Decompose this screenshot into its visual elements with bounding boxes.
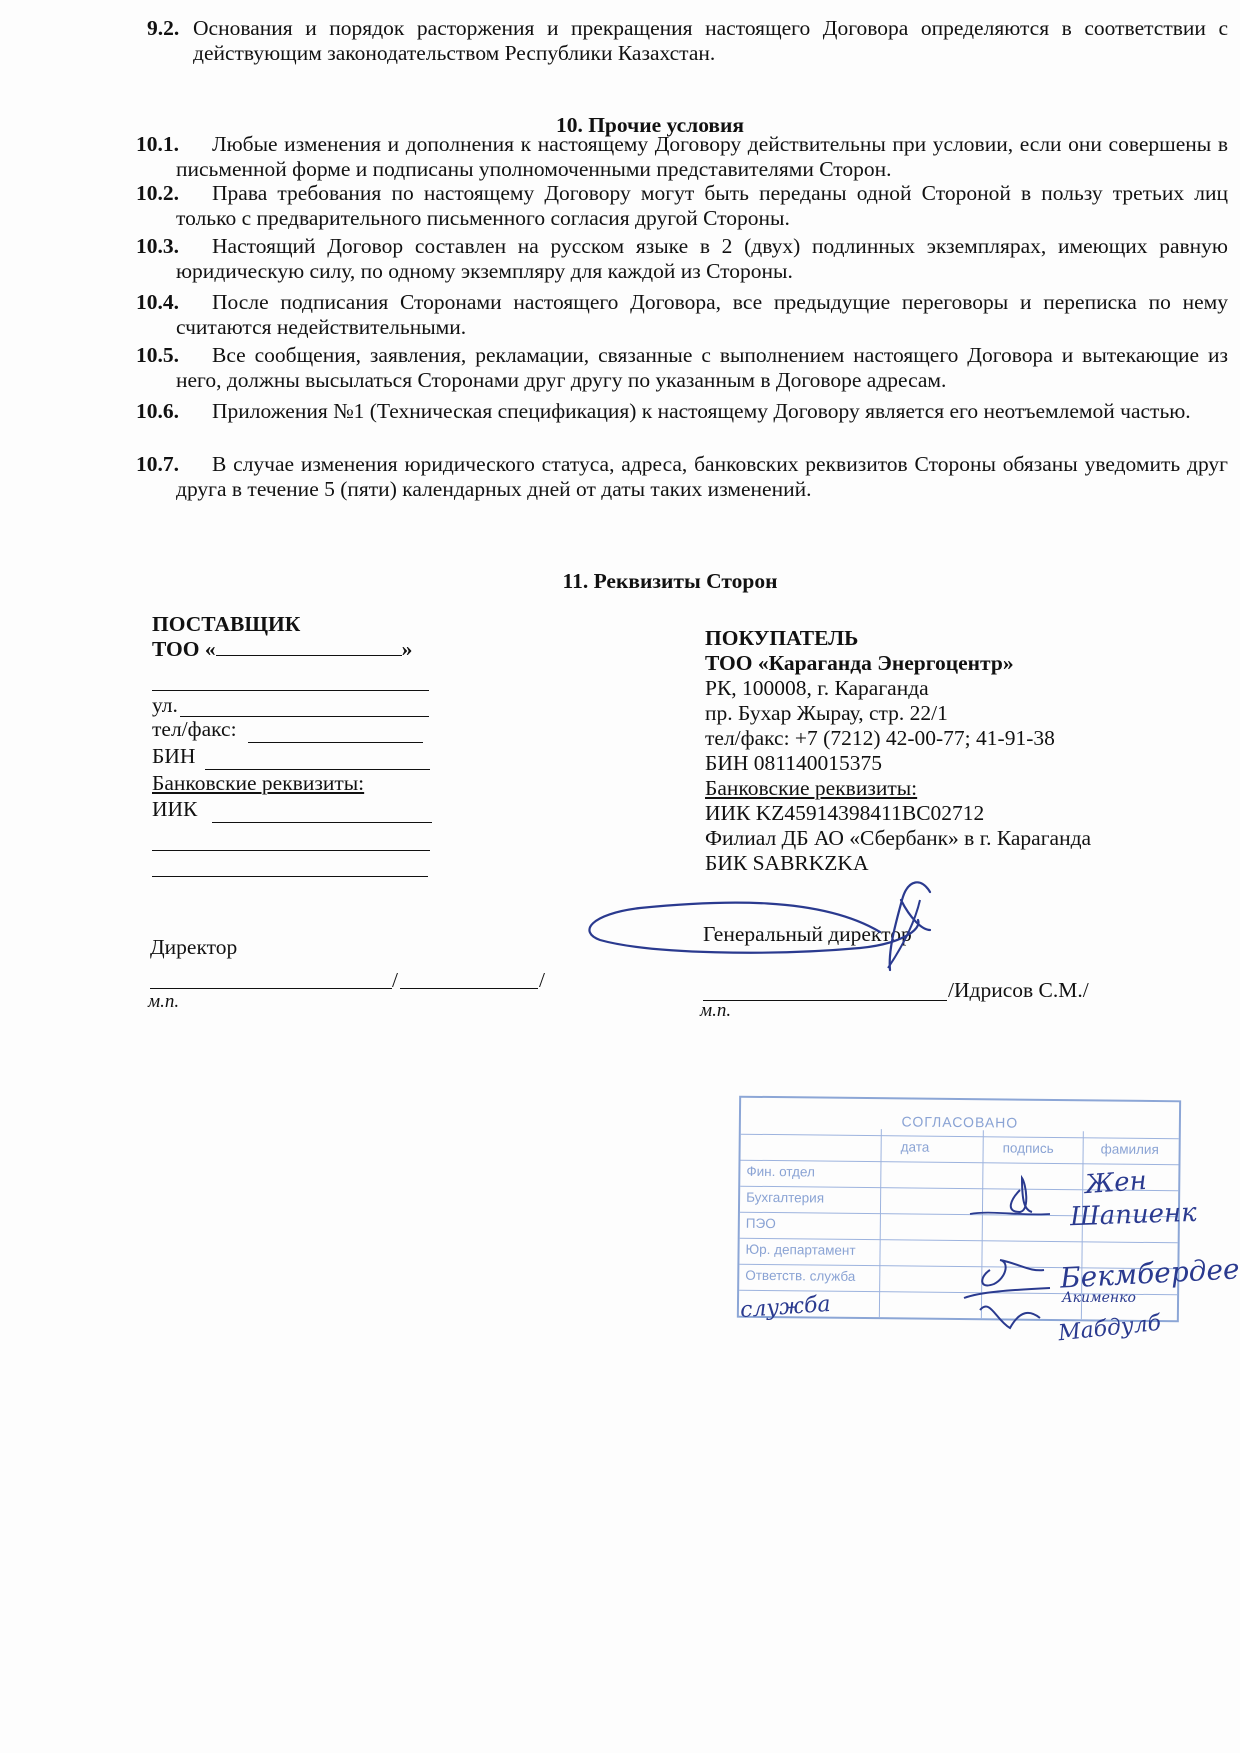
stamp-col-sign: подпись bbox=[1002, 1140, 1054, 1156]
handwritten-name: Акименко bbox=[1062, 1290, 1136, 1306]
clause-10-6 bbox=[136, 399, 1228, 424]
clause-text: После подписания Сторонами настоящего Договора, все предыдущие переговоры и переписка по нему считаются недействительными. bbox=[176, 290, 1228, 339]
buyer-director-label: Генеральный директор bbox=[703, 922, 912, 946]
stamp-vline-1 bbox=[879, 1129, 882, 1317]
clause-number: 10.5. bbox=[136, 343, 179, 367]
supplier-sign-sep-end: / bbox=[539, 968, 545, 992]
buyer-heading: ПОКУПАТЕЛЬ bbox=[705, 626, 859, 650]
clause-number: 10.6. bbox=[136, 399, 179, 423]
buyer-bin: БИН 081140015375 bbox=[705, 751, 882, 775]
buyer-block bbox=[705, 626, 1225, 876]
clause-10-3 bbox=[136, 234, 1228, 284]
supplier-org bbox=[152, 637, 452, 662]
handwritten-name: Жен bbox=[1084, 1165, 1148, 1201]
handwritten-name: служба bbox=[739, 1291, 832, 1324]
clause-number: 10.4. bbox=[136, 290, 179, 314]
clause-10-4 bbox=[136, 290, 1228, 340]
buyer-phone: тел/факс: +7 (7212) 42-00-77; 41-91-38 bbox=[705, 726, 1055, 750]
clause-10-5 bbox=[136, 343, 1228, 393]
supplier-sign-line bbox=[150, 988, 392, 989]
clause-number: 10.2. bbox=[136, 181, 179, 205]
buyer-org: ТОО «Караганда Энергоцентр» bbox=[705, 651, 1014, 675]
clause-text: Приложения №1 (Техническая спецификация) к настоящему Договору является его неотъемлемой частью. bbox=[212, 399, 1191, 423]
stamp-col-date: дата bbox=[900, 1139, 930, 1155]
buyer-address-2: пр. Бухар Жырау, стр. 22/1 bbox=[705, 701, 948, 725]
clause-9-2 bbox=[147, 16, 1228, 66]
buyer-signatory: /Идрисов С.М./ bbox=[948, 978, 1089, 1002]
supplier-bank-label: Банковские реквизиты: bbox=[152, 771, 365, 795]
buyer-bik: БИК SABRKZKA bbox=[705, 851, 869, 875]
supplier-stamp-place: м.п. bbox=[148, 991, 180, 1012]
supplier-bin-label: БИН bbox=[152, 744, 196, 768]
stamp-row-fin: Фин. отдел bbox=[746, 1163, 815, 1180]
stamp-col-fio: фамилия bbox=[1100, 1141, 1159, 1158]
buyer-branch: Филиал ДБ АО «Сбербанк» в г. Караганда bbox=[705, 826, 1092, 850]
clause-text: Все сообщения, заявления, рекламации, связанные с выполнением настоящего Договора и вытекающие из него, должны высылаться Сторонами друг другу по указанным в Договоре адресам. bbox=[176, 343, 1228, 392]
supplier-line-iik bbox=[212, 822, 432, 823]
supplier-heading: ПОСТАВЩИК bbox=[152, 612, 301, 636]
buyer-stamp-place: м.п. bbox=[700, 1000, 732, 1021]
supplier-phone-label: тел/факс: bbox=[152, 717, 237, 741]
buyer-signature bbox=[570, 870, 970, 980]
supplier-line-extra-2 bbox=[152, 876, 428, 877]
supplier-org-suffix: » bbox=[401, 637, 413, 661]
stamp-signatures bbox=[960, 1160, 1160, 1340]
supplier-name-line bbox=[400, 988, 538, 989]
clause-text: Права требования по настоящему Договору могут быть переданы одной Стороной в пользу третьих лиц только с предварительного письменного согласия другой Стороны. bbox=[176, 181, 1228, 230]
handwritten-name: Бекмбердее bbox=[1059, 1252, 1240, 1295]
handwritten-name: Шапиенк bbox=[1069, 1197, 1198, 1233]
supplier-bank bbox=[152, 771, 364, 796]
supplier-bin bbox=[152, 744, 195, 769]
section-10-title: 10. Прочие условия bbox=[555, 113, 745, 137]
supplier-iik-label: ИИК bbox=[152, 797, 198, 821]
supplier-sign-sep: / bbox=[392, 968, 398, 992]
buyer-bank-label: Банковские реквизиты: bbox=[705, 776, 918, 800]
supplier-street-label: ул. bbox=[152, 693, 178, 717]
clause-10-7 bbox=[136, 452, 1228, 502]
stamp-row-responsible: Ответств. служба bbox=[745, 1267, 856, 1284]
stamp-row-accounting: Бухгалтерия bbox=[746, 1189, 825, 1206]
stamp-row-legal: Юр. департамент bbox=[745, 1241, 856, 1258]
supplier-org-blank bbox=[216, 655, 402, 656]
supplier-street bbox=[152, 693, 178, 718]
stamp-row-line bbox=[741, 1134, 1179, 1140]
clause-10-2 bbox=[136, 181, 1228, 231]
clause-number: 10.3. bbox=[136, 234, 179, 258]
handwritten-name: Мабдулб bbox=[1056, 1310, 1163, 1347]
supplier-line-extra-1 bbox=[152, 850, 430, 851]
clause-text: Любые изменения и дополнения к настоящему Договору действительны при условии, если они совершены в письменной форме и подписаны уполномоченными представителями Сторон. bbox=[176, 132, 1228, 181]
supplier-block bbox=[152, 612, 452, 662]
buyer-address-1: РК, 100008, г. Караганда bbox=[705, 676, 929, 700]
stamp-title: СОГЛАСОВАНО bbox=[901, 1113, 1019, 1131]
supplier-line-phone bbox=[248, 742, 423, 743]
clause-number: 10.1. bbox=[136, 132, 179, 156]
section-11-title: 11. Реквизиты Сторон bbox=[562, 569, 778, 593]
clause-number: 9.2. bbox=[147, 16, 180, 40]
clause-text: Основания и порядок расторжения и прекращения настоящего Договора определяются в соответствии с действующим законодательством Республики Казахстан. bbox=[193, 16, 1228, 65]
supplier-line-bin bbox=[205, 769, 430, 770]
buyer-sign-line bbox=[703, 1000, 947, 1001]
clause-text: В случае изменения юридического статуса, адреса, банковских реквизитов Стороны обязаны уведомить друг друга в течение 5 (пяти) календарных дней от даты таких изменений. bbox=[176, 452, 1228, 501]
buyer-iik: ИИК KZ45914398411BC02712 bbox=[705, 801, 985, 825]
stamp-row-peo: ПЭО bbox=[745, 1215, 776, 1232]
supplier-iik bbox=[152, 797, 197, 822]
supplier-line-1 bbox=[152, 690, 429, 691]
clause-text: Настоящий Договор составлен на русском языке в 2 (двух) подлинных экземплярах, имеющих равную юридическую силу, по одному экземпляру для каждой из Стороны. bbox=[176, 234, 1228, 283]
clause-number: 10.7. bbox=[136, 452, 179, 476]
supplier-director-label: Директор bbox=[150, 935, 238, 959]
clause-10-1 bbox=[136, 132, 1228, 182]
supplier-phone bbox=[152, 717, 237, 742]
supplier-org-prefix: ТОО « bbox=[152, 637, 216, 661]
